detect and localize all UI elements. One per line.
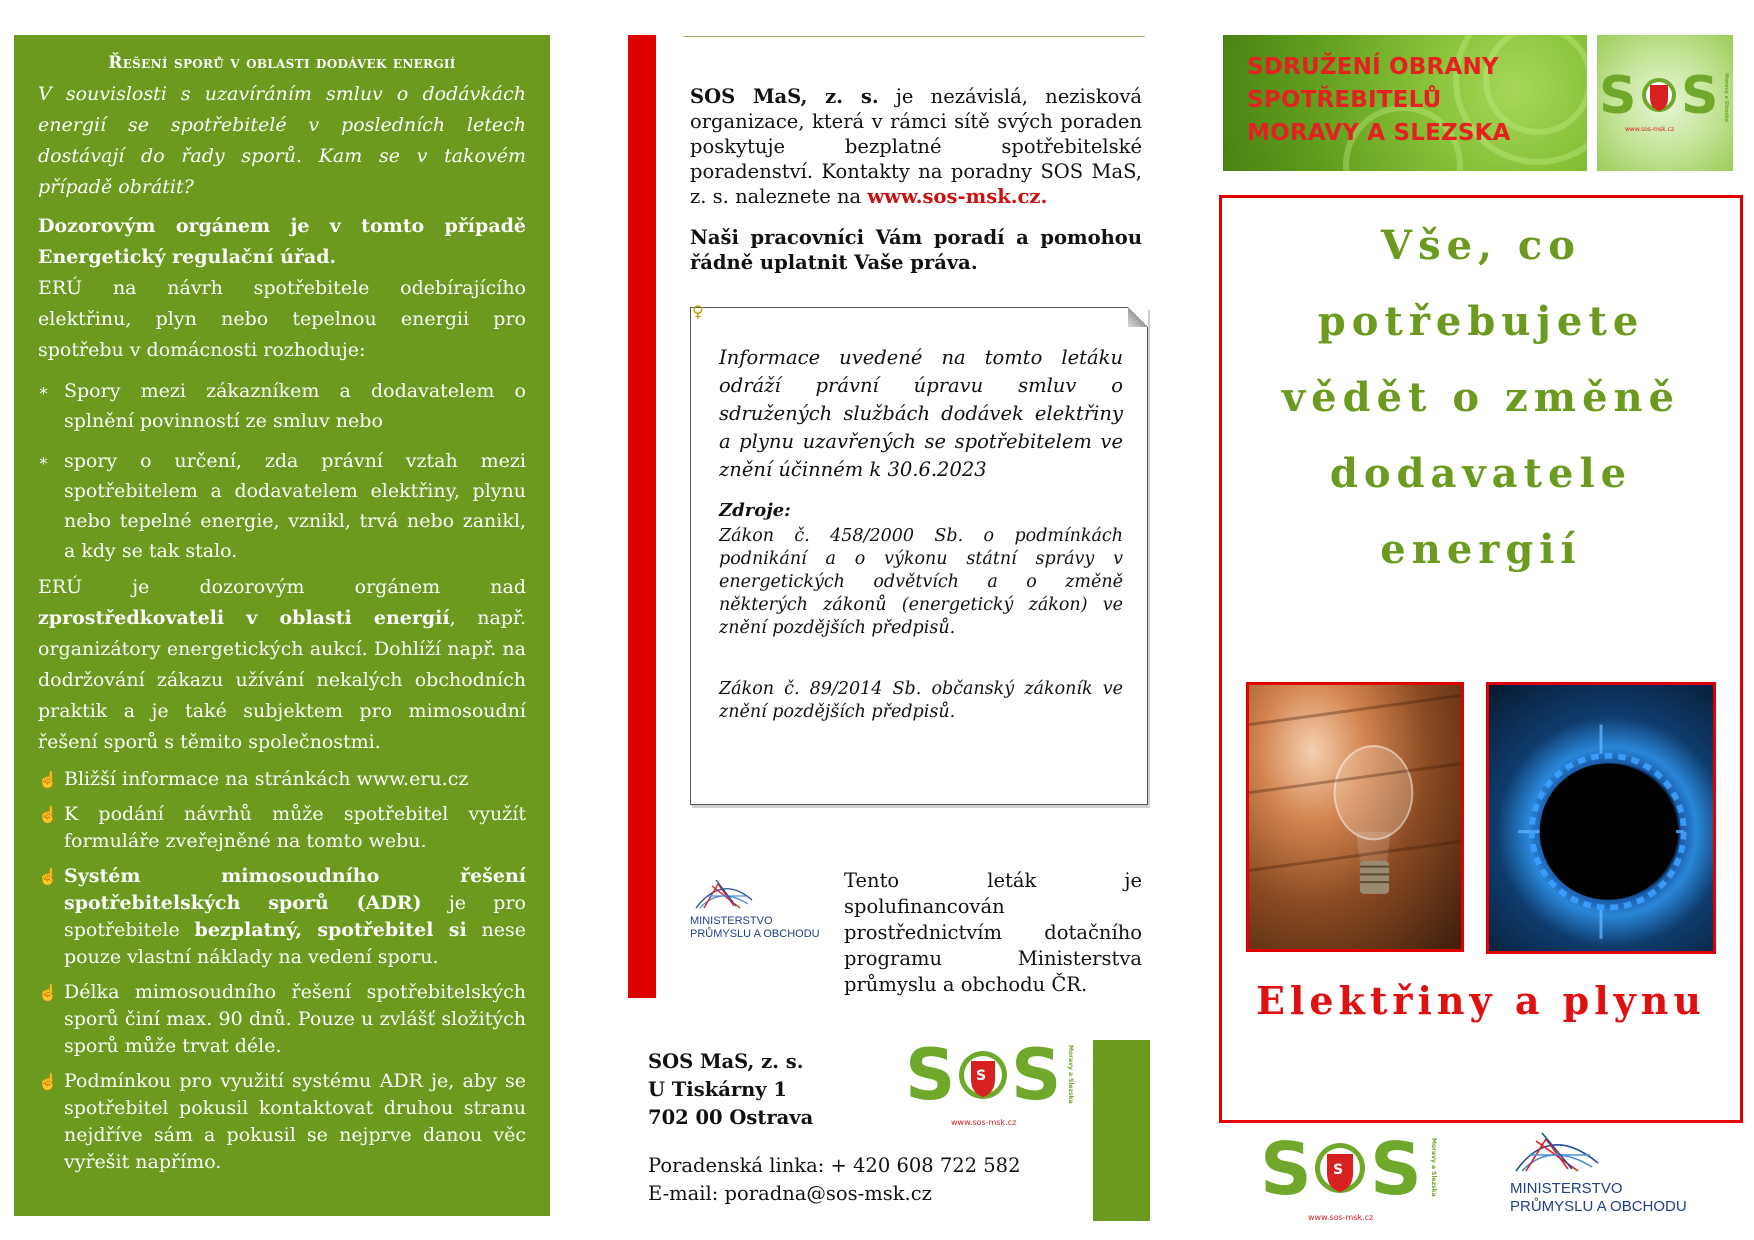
mpo-logo xyxy=(690,872,830,942)
legal-note xyxy=(690,302,1148,805)
banner-title: SDRUŽENÍ OBRANY SPOTŘEBITELŮ MORAVY A SLEZSKA xyxy=(1247,54,1511,146)
pointing-hand-icon: ☝ xyxy=(38,867,58,886)
note-info: Informace uvedené na tomto letáku odráží právní úpravu smluv o sdružených službách dodávek elektřiny a plynu uzavřených se spotřebitelem ve znění účinném k 30.6.2023 xyxy=(719,346,1123,481)
asterisk-icon: ∗ xyxy=(38,381,49,400)
svg-text:Moravy a Slezska: Moravy a Slezska xyxy=(1723,73,1729,122)
svg-text:MINISTERSTVO: MINISTERSTVO xyxy=(1510,1180,1623,1197)
green-side-bar xyxy=(1093,1040,1150,1221)
list-item: ☝ Systém mimosoudního řešení spotřebitelských sporů (ADR) je pro spotřebitele bezplatný, spotřebitel si nese pouze vlastní náklady na vedení sporu. xyxy=(38,865,526,968)
source-item: Zákon č. 458/2000 Sb. o podmínkách podnikání a o výkonu státní správy v energetických odvětvích a o změně některých zákonů (energetický zákon) ve znění pozdějších předpisů. xyxy=(719,526,1123,638)
svg-text:S: S xyxy=(976,1068,987,1084)
mpo-globe-icon xyxy=(1516,1133,1598,1171)
list-item: ∗ spory o určení, zda právní vztah mezi spotřebitelem a dodavatelem elektřiny, plynu nebo tepelné energie, vznikl, trvá nebo zanikl, a kdy se tak stalo. xyxy=(38,446,526,566)
email[interactable]: E-mail: poradna@sos-msk.cz xyxy=(648,1182,932,1205)
disputes-list xyxy=(38,376,526,566)
sources-label: Zdroje: xyxy=(719,500,791,521)
svg-text:S: S xyxy=(1599,66,1637,126)
org-banner xyxy=(1223,35,1587,171)
svg-text:www.sos-msk.cz: www.sos-msk.cz xyxy=(1308,1213,1374,1222)
pointing-hand-icon: ☝ xyxy=(38,983,58,1002)
svg-text:www.sos-msk.cz: www.sos-msk.cz xyxy=(1625,126,1674,133)
info-list xyxy=(38,766,526,1176)
pointing-hand-icon: ☝ xyxy=(38,770,58,789)
help-text: Naši pracovníci Vám poradí a pomohou řádně uplatnit Vaše práva. xyxy=(690,226,1142,274)
mpo-logo-bottom xyxy=(1510,1125,1710,1220)
cover-panel xyxy=(1219,195,1743,1123)
svg-text:S: S xyxy=(1011,1035,1062,1116)
org-description: SOS MaS, z. s. je nezávislá, nezisková organizace, která v rámci sítě svých poraden poskytuje bezplatné spotřebitelské poradenství. Kontakty na poradny SOS MaS, z. s. naleznete na www.sos-msk.cz. xyxy=(690,85,1142,208)
svg-text:S: S xyxy=(1681,66,1719,126)
cofinancing-text: Tento leták je spolufinancován prostřednictvím dotačního programu Ministerstva průmyslu a obchodu ČR. xyxy=(844,869,1142,996)
source-item: Zákon č. 89/2014 Sb. občanský zákoník ve znění pozdějších předpisů. xyxy=(719,679,1123,722)
left-panel xyxy=(14,35,550,1216)
list-item: ☝ Délka mimosoudního řešení spotřebitelských sporů činí max. 90 dnů. Pouze u zvlášť složitých sporů může trvat déle. xyxy=(38,981,526,1057)
svg-text:Moravy a Slezska: Moravy a Slezska xyxy=(1067,1045,1074,1104)
svg-text:PRŮMYSLU A OBCHODU: PRŮMYSLU A OBCHODU xyxy=(690,928,820,940)
asterisk-icon: ∗ xyxy=(38,451,49,470)
svg-text:S: S xyxy=(1370,1128,1422,1211)
svg-text:MINISTERSTVO: MINISTERSTVO xyxy=(690,915,773,927)
red-side-bar xyxy=(628,35,656,998)
svg-text:PRŮMYSLU A OBCHODU: PRŮMYSLU A OBCHODU xyxy=(1510,1198,1687,1215)
pointing-hand-icon: ☝ xyxy=(38,805,58,824)
city: 702 00 Ostrava xyxy=(648,1106,814,1129)
supervision-text: ERÚ je dozorovým orgánem nad zprostředkovateli v oblasti energií, např. organizátory energetických aukcí. Dohlíží např. na dodržování zákazu užívání nekalých obchodních praktik a je také subjektem pro mimosoudní řešení sporů s těmito společnostmi. xyxy=(38,576,527,753)
authority-text: Dozorovým orgánem je v tomto případě Energetický regulační úřad. xyxy=(38,215,526,268)
eru-intro: ERÚ na návrh spotřebitele odebírajícího elektřinu, plyn nebo tepelnou energii pro spotřebu v domácnosti rozhoduje: xyxy=(38,277,526,361)
org-name: SOS MaS, z. s. xyxy=(648,1050,804,1073)
svg-text:S: S xyxy=(1333,1162,1344,1178)
page-fold-icon xyxy=(1128,307,1148,327)
pin-icon: ♀ xyxy=(692,302,704,321)
cover-subtitle: Elektřiny a plynu xyxy=(1255,978,1707,1023)
divider xyxy=(683,36,1145,37)
hotline[interactable]: Poradenská linka: + 420 608 722 582 xyxy=(648,1154,1021,1177)
svg-text:www.sos-msk.cz: www.sos-msk.cz xyxy=(951,1118,1017,1127)
list-item: ∗ Spory mezi zákazníkem a dodavatelem o splnění povinností ze smluv nebo xyxy=(38,376,526,436)
svg-text:Moravy a Slezska: Moravy a Slezska xyxy=(1430,1138,1437,1197)
banner-logo xyxy=(1597,35,1733,171)
svg-text:S: S xyxy=(905,1035,956,1116)
left-intro: V souvislosti s uzavíráním smluv o dodávkách energií se spotřebitelé v posledních letech dostávají do řady sporů. Kam se v takovém případě obrátit? xyxy=(38,83,526,198)
cover-title: Vše, co potřebujete vědět o změně dodavatele energií xyxy=(1281,222,1681,573)
sos-logo-bottom xyxy=(1260,1128,1440,1223)
list-item: ☝ Podmínkou pro využití systému ADR je, aby se spotřebitel pokusil kontaktovat druhou stranu nejdříve sám a pokusil se nejprve danou věc vyřešit napřímo. xyxy=(38,1070,526,1173)
list-item: ☝ Bližší informace na stránkách www.eru.cz xyxy=(38,766,526,793)
svg-text:S: S xyxy=(1260,1128,1312,1211)
pointing-hand-icon: ☝ xyxy=(38,1072,58,1091)
gas-burner-photo xyxy=(1486,682,1716,954)
mpo-globe-icon xyxy=(696,880,752,908)
website-link[interactable]: www.sos-msk.cz. xyxy=(867,185,1048,208)
street: U Tiskárny 1 xyxy=(648,1078,787,1101)
organization-info xyxy=(690,84,1142,275)
light-bulb-photo xyxy=(1246,682,1464,952)
sos-logo xyxy=(905,1035,1075,1130)
left-heading: Řešení sporů v oblasti dodávek energií xyxy=(108,53,456,73)
list-item: ☝ K podání návrhů může spotřebitel využít formuláře zveřejněné na tomto webu. xyxy=(38,803,526,852)
